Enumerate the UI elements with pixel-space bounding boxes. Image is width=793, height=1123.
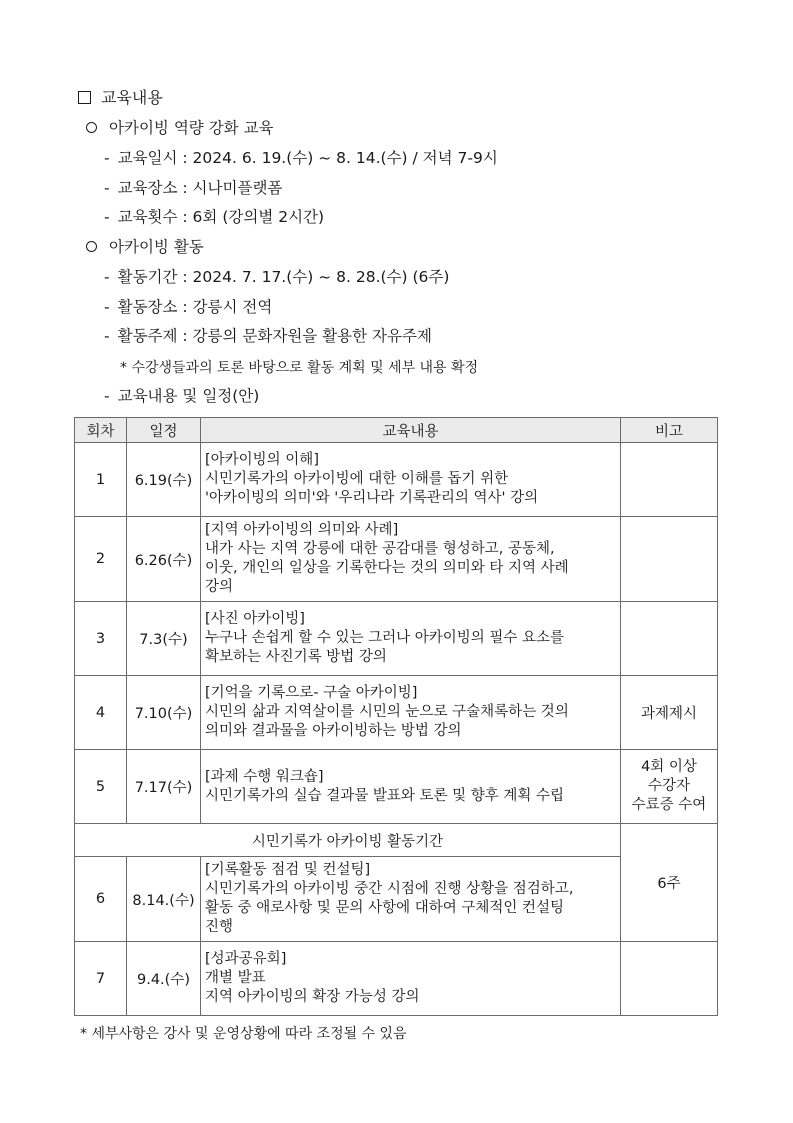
row-remark: 4회 이상 수강자 수료증 수여: [621, 750, 718, 824]
activity-title: 아카이빙 활동: [109, 238, 204, 256]
row-date: 7.17(수): [127, 750, 201, 824]
table-row: [75, 443, 718, 517]
row-no: 3: [75, 602, 127, 676]
schedule-label-line: - 교육내용 및 일정(안): [104, 387, 260, 405]
period-remark: 6주: [621, 824, 718, 942]
activity-note: * 수강생들과의 토론 바탕으로 활동 계획 및 세부 내용 확정: [120, 360, 479, 376]
footnote: * 세부사항은 강사 및 운영상황에 따라 조정될 수 있음: [80, 1026, 407, 1042]
header-no: 회차: [75, 418, 127, 443]
checkbox-icon: [78, 91, 91, 104]
row-remark: [621, 942, 718, 1016]
row-title: [과제 수행 워크숍]: [205, 768, 324, 785]
row-title: [아카이빙의 이해]: [205, 452, 319, 468]
row-remark: [621, 517, 718, 602]
row-date: 7.10(수): [127, 676, 201, 750]
row-date: 8.14.(수): [127, 857, 201, 942]
row-content: [기록활동 점검 및 컨설팅] 시민기록가의 아카이빙 중간 시점에 진행 상황을 점검하고, 활동 중 애로사항 및 문의 사항에 대하여 구체적인 컨설팅 진행: [201, 857, 621, 942]
row-date: 9.4.(수): [127, 942, 201, 1016]
row-title: [사진 아카이빙]: [205, 611, 305, 627]
table-row: [75, 942, 718, 1016]
row-no: 1: [75, 443, 127, 517]
table-row: [75, 517, 718, 602]
activity-heading: [86, 237, 204, 257]
table-row: [75, 676, 718, 750]
activity-item: - 활동기간 : 2024. 7. 17.(수) ~ 8. 28.(수) (6주): [104, 268, 450, 286]
row-date: 6.19(수): [127, 443, 201, 517]
row-content: [기억을 기록으로- 구술 아카이빙] 시민의 삶과 지역살이를 시민의 눈으로 구술채록하는 것의 의미와 결과물을 아카이빙하는 방법 강의: [201, 676, 621, 750]
row-date: 7.3(수): [127, 602, 201, 676]
row-content: [과제 수행 워크숍] 시민기록가의 실습 결과물 발표와 토론 및 향후 계획 수립: [201, 750, 621, 824]
header-content: 교육내용: [201, 418, 621, 443]
row-title: [성과공유회]: [205, 951, 287, 967]
row-no: 5: [75, 750, 127, 824]
row-title: [지역 아카이빙의 의미와 사례]: [205, 522, 399, 538]
row-remark: [621, 602, 718, 676]
table-row: [75, 602, 718, 676]
section-title: 교육내용: [101, 88, 163, 107]
row-remark: 과제제시: [621, 676, 718, 750]
table-row: [75, 750, 718, 824]
education-title: 아카이빙 역량 강화 교육: [109, 119, 274, 137]
education-item: - 교육장소 : 시나미플랫폼: [104, 179, 283, 197]
row-content: [사진 아카이빙] 누구나 손쉽게 할 수 있는 그러나 아카이빙의 필수 요소를 확보하는 사진기록 방법 강의: [201, 602, 621, 676]
header-date: 일정: [127, 418, 201, 443]
row-no: 6: [75, 857, 127, 942]
period-label: 시민기록가 아카이빙 활동기간: [75, 824, 621, 857]
row-remark: [621, 443, 718, 517]
row-content: [성과공유회] 개별 발표 지역 아카이빙의 확장 가능성 강의: [201, 942, 621, 1016]
period-row: [75, 824, 718, 857]
row-date: 6.26(수): [127, 517, 201, 602]
circle-bullet-icon: [86, 122, 97, 133]
row-no: 7: [75, 942, 127, 1016]
row-title: [기록활동 점검 및 컨설팅]: [205, 862, 371, 878]
row-title: [기억을 기록으로- 구술 아카이빙]: [205, 685, 418, 701]
row-no: 2: [75, 517, 127, 602]
row-content: [지역 아카이빙의 의미와 사례] 내가 사는 지역 강릉에 대한 공감대를 형성하고, 공동체, 이웃, 개인의 일상을 기록한다는 것의 의미와 타 지역 사례 강의: [201, 517, 621, 602]
education-heading: [86, 118, 274, 138]
row-content: [아카이빙의 이해] 시민기록가의 아카이빙에 대한 이해를 돕기 위한 '아카이빙의 의미'와 '우리나라 기록관리의 역사' 강의: [201, 443, 621, 517]
activity-item: - 활동장소 : 강릉시 전역: [104, 298, 273, 316]
header-remark: 비고: [621, 418, 718, 443]
education-item: - 교육횟수 : 6회 (강의별 2시간): [104, 208, 325, 226]
row-no: 4: [75, 676, 127, 750]
table-header-row: [75, 418, 718, 443]
education-item: - 교육일시 : 2024. 6. 19.(수) ~ 8. 14.(수) / 저녁 7-9시: [104, 149, 498, 167]
schedule-table: [74, 417, 718, 1016]
circle-bullet-icon: [86, 241, 97, 252]
schedule-label: 교육내용 및 일정(안): [117, 387, 260, 405]
section-heading: [78, 88, 163, 108]
activity-item: - 활동주제 : 강릉의 문화자원을 활용한 자유주제: [104, 327, 432, 345]
